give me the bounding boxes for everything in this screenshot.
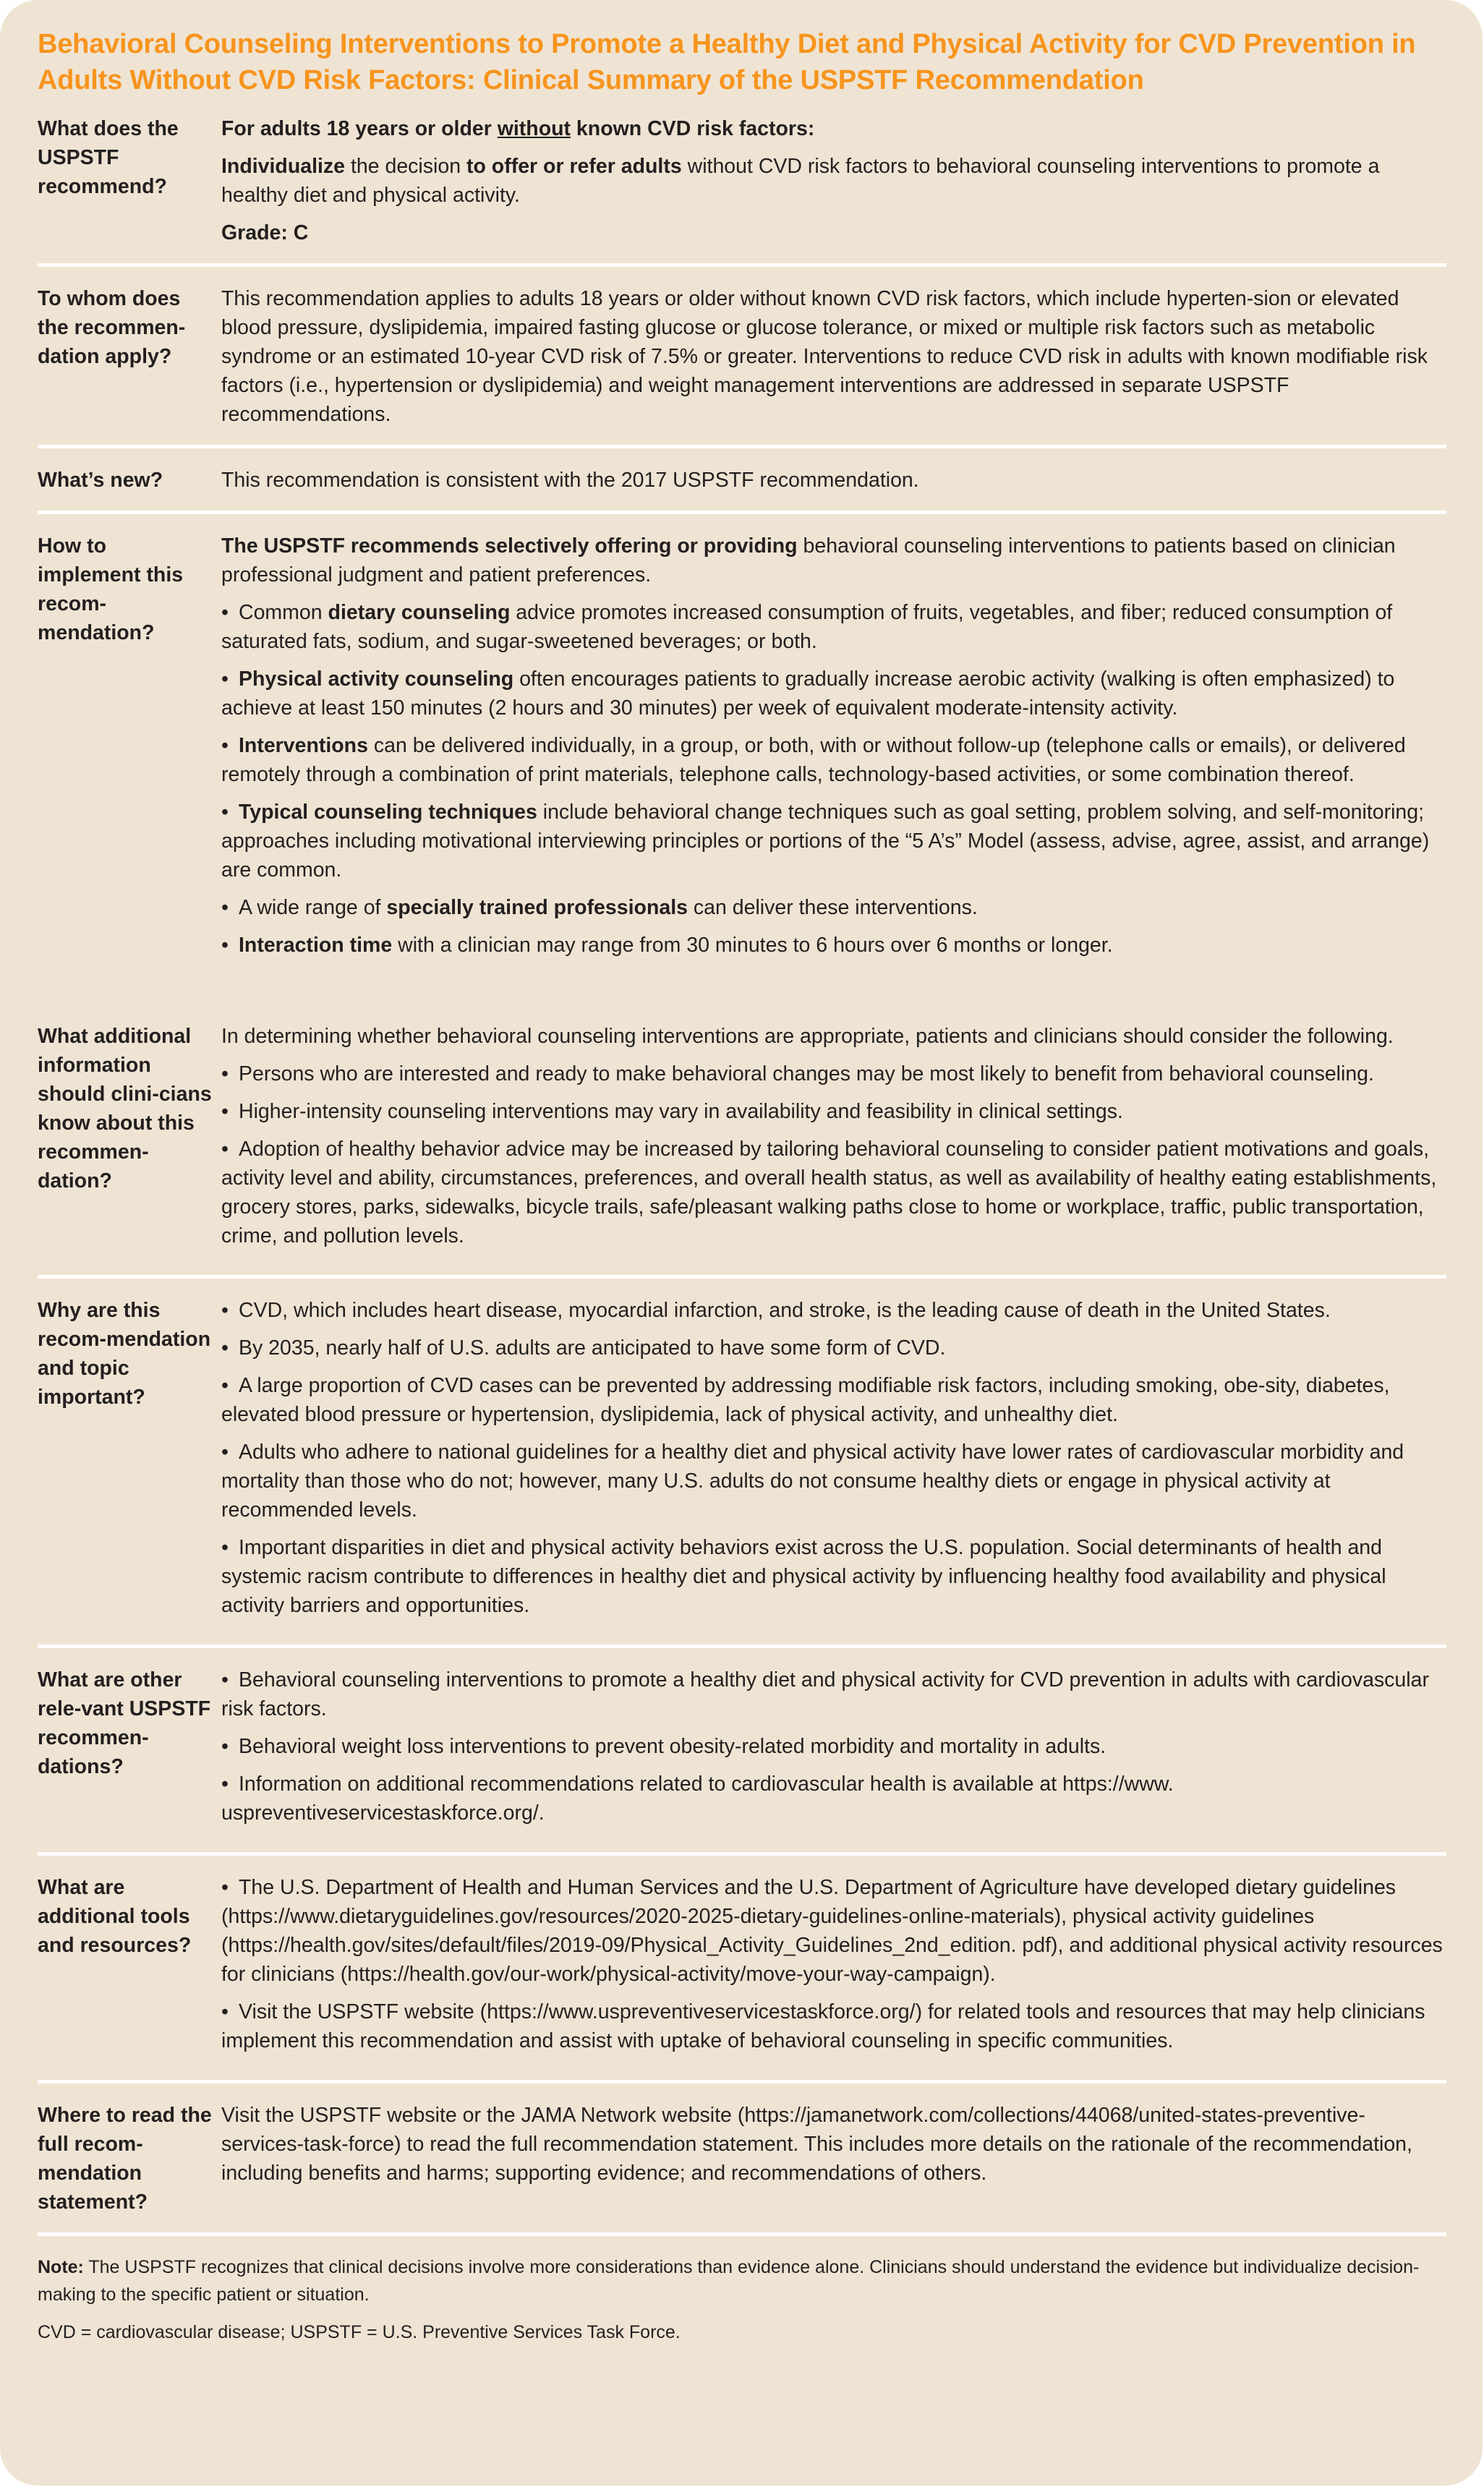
population-pre: For adults 18 years or older <box>221 117 498 140</box>
list-item <box>221 893 1445 922</box>
list-item: • A large proportion of CVD cases can be prevented by addressing modifiable risk factors, including smoking, obe-sity, diabetes, elevated blood pressure or hypertension, dyslipidemia, lack of physical activity, and unhealthy diet. <box>221 1371 1445 1429</box>
row-label-implementation: How to implement this recom-mendation? <box>38 534 184 644</box>
row-divider <box>38 511 1446 514</box>
list-item: • CVD, which includes heart disease, myocardial infarction, and stroke, is the leading cause of death in the United States. <box>221 1296 1445 1325</box>
list-item: • Important disparities in diet and physical activity behaviors exist across the U.S. population. Social determinants of health and systemic racism contribute to differences in healthy diet and physical activity by influencing healthy food availability and physical activity barriers and opportunities. <box>221 1533 1445 1620</box>
row-label-population: To whom does the recommen-dation apply? <box>38 287 186 368</box>
row-divider <box>38 1645 1446 1648</box>
row-body-recommendation <box>221 114 1445 247</box>
row-label-tools-resources: What are additional tools and resources? <box>38 1876 192 1957</box>
whats-new-text: This recommendation is consistent with the 2017 USPSTF recommendation. <box>221 469 919 492</box>
row-body-population <box>221 284 1445 429</box>
page-break-gap <box>38 968 1445 1022</box>
bullet-bold: specially trained professionals <box>386 896 688 919</box>
additional-intro: In determining whether behavioral counseling interventions are appropriate, patients and clinicians should consider the following. <box>221 1025 1394 1048</box>
rec-bold-offer-refer: to offer or refer adults <box>466 155 682 178</box>
list-item: • Persons who are interested and ready to make behavioral changes may be most likely to benefit from behavioral counseling. <box>221 1059 1445 1088</box>
bullet-pre: Common <box>239 601 328 624</box>
row-divider <box>38 2080 1446 2083</box>
rec-text-2: without CVD risk factors to behavioral counseling interventions to promote a healthy diet and physical activity. <box>221 155 1380 207</box>
row-other-recommendations <box>38 1665 1445 1836</box>
row-label-full-statement: Where to read the full recom-mendation statement? <box>38 2104 212 2214</box>
list-item: • Visit the USPSTF website (https://www.uspreventiveservicestaskforce.org/) for related tools and resources that may help clinicians implement this recommendation and assist with uptake of behavioral counseling in specific communities. <box>221 1997 1445 2055</box>
row-divider <box>38 2232 1446 2236</box>
population-statement <box>221 114 1445 143</box>
list-item: • By 2035, nearly half of U.S. adults are anticipated to have some form of CVD. <box>221 1334 1445 1362</box>
row-body-importance <box>221 1296 1445 1629</box>
row-label-other-recommendations: What are other rele-vant USPSTF recommen-dations? <box>38 1668 211 1778</box>
row-body-implementation <box>221 532 1445 968</box>
row-label-whats-new: What’s new? <box>38 469 163 492</box>
list-item <box>221 931 1445 960</box>
row-divider <box>38 445 1446 448</box>
row-body-additional-information <box>221 1022 1445 1259</box>
row-implementation <box>38 532 1445 968</box>
bullet-bold: Physical activity counseling <box>239 667 514 691</box>
bullet-bold: dietary counseling <box>328 601 511 624</box>
row-recommendation <box>38 114 1445 247</box>
bullet-post: include behavioral change techniques such as goal setting, problem solving, and self-monitoring; approaches including motivational interviewing principles or portions of the “5 A’s” Model (assess, advise, agree, assist, and arrange) are common. <box>221 801 1430 882</box>
rec-text-1: the decision <box>345 155 466 178</box>
bullet-post: with a clinician may range from 30 minutes to 6 hours over 6 months or longer. <box>392 934 1113 957</box>
note-paragraph <box>38 2253 1446 2308</box>
list-item: • Higher-intensity counseling interventions may vary in availability and feasibility in clinical settings. <box>221 1097 1445 1126</box>
row-full-statement <box>38 2101 1445 2217</box>
implementation-intro <box>221 532 1445 589</box>
list-item: • Information on additional recommendations related to cardiovascular health is available at https://www. uspreventiveservicestaskforce.org/. <box>221 1770 1445 1827</box>
list-item: • Adoption of healthy behavior advice may be increased by tailoring behavioral counseling to consider patient motivations and goals, activity level and ability, circumstances, preferences, and overall health status, as well as availability of healthy eating establishments, grocery stores, parks, sidewalks, bicycle trails, safe/pleasant walking paths close to home or workplace, traffic, public transportation, crime, and pollution levels. <box>221 1135 1445 1250</box>
abbreviations: CVD = cardiovascular disease; USPSTF = U.S. Preventive Services Task Force. <box>38 2322 681 2342</box>
population-underline: without <box>497 117 571 140</box>
row-body-whats-new <box>221 466 1445 495</box>
row-additional-information <box>38 1022 1445 1259</box>
full-statement-text: Visit the USPSTF website or the JAMA Network website (https://jamanetwork.com/collections/44068/united-states-preventive-services-task-force) to read the full recommendation statement. This includes more details on the rationale of the recommendation, including benefits and harms; supporting evidence; and recommendations of others. <box>221 2104 1412 2185</box>
list-item: • Behavioral counseling interventions to promote a healthy diet and physical activity for CVD prevention in adults with cardiovascular risk factors. <box>221 1665 1445 1723</box>
row-divider <box>38 263 1446 267</box>
population-post: known CVD risk factors: <box>571 117 815 140</box>
recommendation-statement <box>221 152 1445 210</box>
bullet-post: can be delivered individually, in a group, or both, with or without follow-up (telephone calls or emails), or delivered remotely through a combination of print materials, telephone calls, technology-based activities, or some combination thereof. <box>221 734 1406 786</box>
row-divider <box>38 1275 1446 1279</box>
bullet-post: can deliver these interventions. <box>687 896 978 919</box>
note-label: Note: <box>38 2257 84 2277</box>
bullet-bold: Interaction time <box>239 934 393 957</box>
population-text: This recommendation applies to adults 18 years or older without known CVD risk factors, which include hyperten-sion or elevated blood pressure, dyslipidemia, impaired fasting glucose or glucose tolerance, or mixed or multiple risk factors such as metabolic syndrome or an estimated 10-year CVD risk of 7.5% or greater. Interventions to reduce CVD risk in adults with known modifiable risk factors (i.e., hypertension or dyslipidemia) and weight management interventions are addressed in separate USPSTF recommendations. <box>221 287 1428 426</box>
list-item: • Adults who adhere to national guidelines for a healthy diet and physical activity have lower rates of cardiovascular morbidity and mortality than those who do not; however, many U.S. adults do not consume healthy diets or engage in physical activity at recommended levels. <box>221 1438 1445 1524</box>
list-item <box>221 665 1445 722</box>
grade-value: Grade: C <box>221 221 309 244</box>
note-text: The USPSTF recognizes that clinical decisions involve more considerations than evidence alone. Clinicians should understand the evidence but individualize decision-making to the specific patient or situation. <box>38 2257 1420 2305</box>
row-label-recommendation: What does the USPSTF recommend? <box>38 117 179 198</box>
row-label-importance: Why are this recom-mendation and topic important? <box>38 1299 211 1409</box>
row-divider <box>38 1852 1446 1856</box>
row-tools-resources <box>38 1873 1445 2064</box>
list-item: • Behavioral weight loss interventions to prevent obesity-related morbidity and mortality in adults. <box>221 1732 1445 1761</box>
bullet-pre: A wide range of <box>239 896 387 919</box>
list-item: • The U.S. Department of Health and Human Services and the U.S. Department of Agriculture have developed dietary guidelines (https://www.dietaryguidelines.gov/resources/2020-2025-dietary-guidelines-online-materials), physical activity guidelines (https://health.gov/sites/default/files/2019-09/Physical_Activity_Guidelines_2nd_edition. pdf), and additional physical activity resources for clinicians (https://health.gov/our-work/physical-activity/move-your-way-campaign). <box>221 1873 1445 1989</box>
bullet-post: advice promotes increased consumption of fruits, vegetables, and fiber; reduced consumption of saturated fats, sodium, and sugar-sweetened beverages; or both. <box>221 601 1393 653</box>
row-body-tools-resources <box>221 1873 1445 2064</box>
bullet-post: often encourages patients to gradually increase aerobic activity (walking is often emphasized) to achieve at least 150 minutes (2 hours and 30 minutes) per week of equivalent moderate-intensity activity. <box>221 667 1395 720</box>
row-body-full-statement <box>221 2101 1445 2217</box>
document-title: Behavioral Counseling Interventions to Promote a Healthy Diet and Physical Activity for CVD Prevention in Adults Without CVD Risk Factors: Clinical Summary of the USPSTF Recommendation <box>38 29 1416 95</box>
implementation-intro-bold: The USPSTF recommends selectively offering or providing <box>221 534 798 558</box>
bullet-bold: Interventions <box>239 734 368 757</box>
grade-label <box>221 218 1445 247</box>
row-whats-new <box>38 466 1445 495</box>
list-item <box>221 598 1445 656</box>
list-item <box>221 798 1445 884</box>
row-label-additional-information: What additional information should clini-cians know about this recommen-dation? <box>38 1025 212 1193</box>
list-item <box>221 731 1445 789</box>
row-population <box>38 284 1445 429</box>
implementation-intro-text: behavioral counseling interventions to patients based on clinician professional judgment and patient preferences. <box>221 534 1396 586</box>
rec-bold-individualize: Individualize <box>221 155 346 178</box>
row-body-other-recommendations <box>221 1665 1445 1836</box>
row-importance <box>38 1296 1445 1629</box>
bullet-bold: Typical counseling techniques <box>239 801 537 824</box>
footnote <box>38 2253 1446 2346</box>
